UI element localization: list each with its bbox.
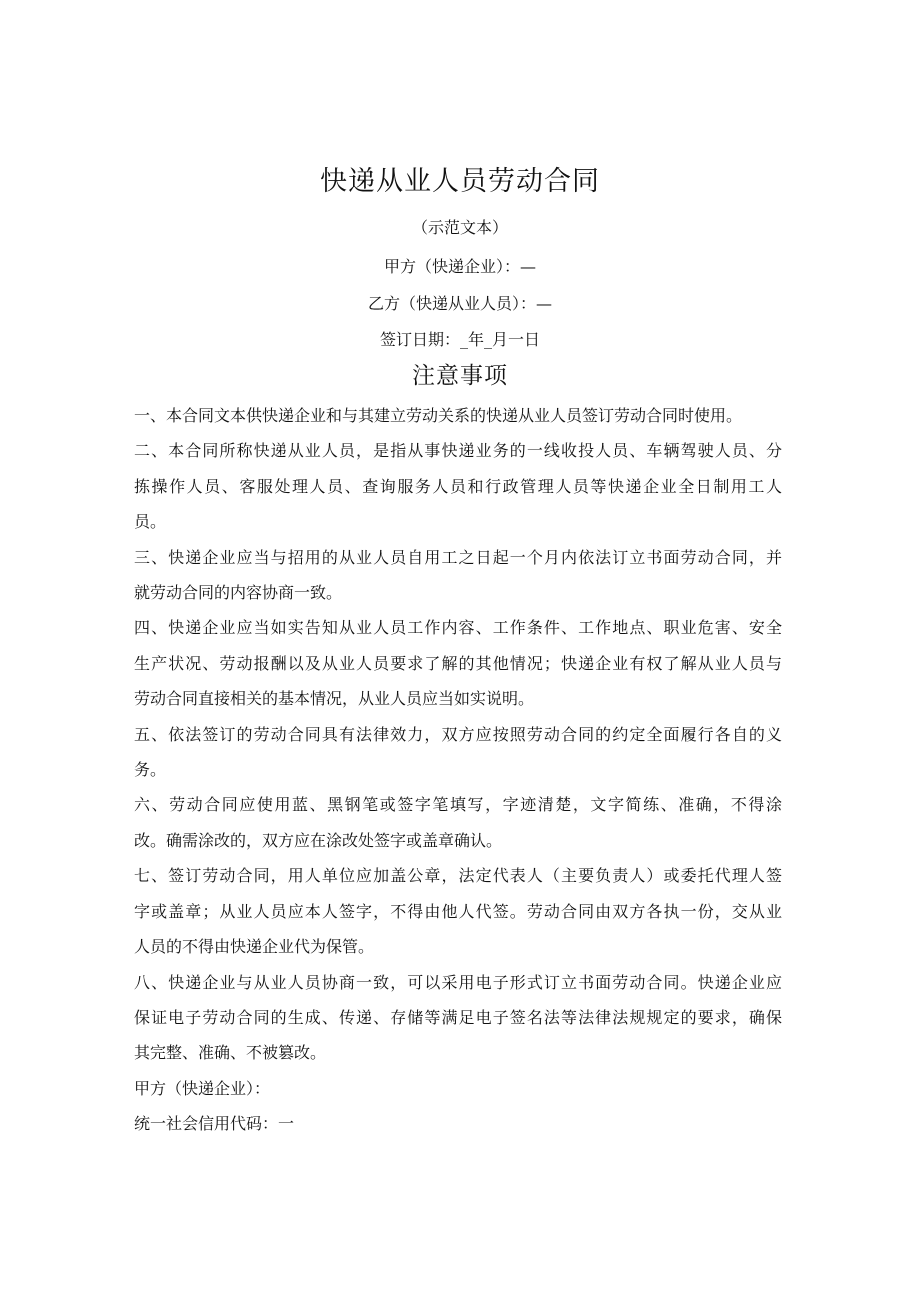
party-a-signature-label <box>134 1071 782 1106</box>
notice-line: 保证电子劳动合同的生成、传递、存储等满足电子签名法等法律法规规定的要求，确保 <box>134 1007 782 1027</box>
notice-item-2 <box>134 433 782 539</box>
notice-line: 就劳动合同的内容协商一致。 <box>134 583 343 603</box>
notice-line: 人员的不得由快递企业代为保管。 <box>134 937 375 957</box>
document-title: 快递从业人员劳动合同 <box>320 166 600 197</box>
notice-line: 生产状况、劳动报酬以及从业人员要求了解的其他情况；快递企业有权了解从业人员与 <box>134 653 782 673</box>
notice-line: 六、劳动合同应使用蓝、黑钢笔或签字笔填写，字迹清楚，文字简练、准确，不得涂 <box>134 795 782 815</box>
notice-line: 其完整、准确、不被篡改。 <box>134 1043 327 1063</box>
notice-line: 二、本合同所称快递从业人员，是指从事快递业务的一线收投人员、车辆驾驶人员、分 <box>134 441 782 461</box>
notice-line: 改。确需涂改的，双方应在涂改处签字或盖章确认。 <box>134 830 503 850</box>
notice-item-5 <box>134 717 782 788</box>
notice-item-7 <box>134 858 782 964</box>
party-a-label: 甲方（快递企业）： <box>134 1078 271 1098</box>
credit-code-field <box>134 1106 782 1141</box>
sign-date-line: 签订日期：_年_月一日 <box>379 330 540 349</box>
notice-line: 劳动合同直接相关的基本情况，从业人员应当如实说明。 <box>134 689 535 709</box>
notice-line: 四、快递企业应当如实告知从业人员工作内容、工作条件、工作地点、职业危害、安全 <box>134 618 782 638</box>
credit-code-label: 统一社会信用代码：一 <box>134 1114 295 1134</box>
notice-line: 五、依法签订的劳动合同具有法律效力，双方应按照劳动合同的约定全面履行各自的义 <box>134 724 782 744</box>
notice-line: 字或盖章；从业人员应本人签字，不得由他人代签。劳动合同由双方各执一份，交从业 <box>134 901 782 921</box>
notice-item-1 <box>134 398 782 433</box>
notice-line: 一、本合同文本供快递企业和与其建立劳动关系的快递从业人员签订劳动合同时使用。 <box>134 406 743 425</box>
notice-item-8 <box>134 965 782 1071</box>
notice-line: 七、签订劳动合同，用人单位应加盖公章，法定代表人（主要负责人）或委托代理人签 <box>134 866 782 886</box>
notice-item-6 <box>134 787 782 858</box>
notice-line: 务。 <box>134 760 167 780</box>
document-subtitle: （示范文本） <box>411 218 508 237</box>
party-a-line: 甲方（快递企业）：— <box>383 257 536 276</box>
notice-line: 八、快递企业与从业人员协商一致，可以采用电子形式订立书面劳动合同。快递企业应 <box>134 972 782 992</box>
notice-line: 三、快递企业应当与招用的从业人员自用工之日起一个月内依法订立书面劳动合同，并 <box>134 547 782 567</box>
notice-line: 员。 <box>134 512 167 532</box>
notice-line: 拣操作人员、客服处理人员、查询服务人员和行政管理人员等快递企业全日制用工人 <box>134 476 782 496</box>
notice-item-4 <box>134 610 782 716</box>
notice-body <box>134 398 782 1142</box>
party-b-line: 乙方（快递从业人员）：— <box>367 294 552 313</box>
notice-heading: 注意事项 <box>412 363 508 389</box>
notice-item-3 <box>134 540 782 611</box>
